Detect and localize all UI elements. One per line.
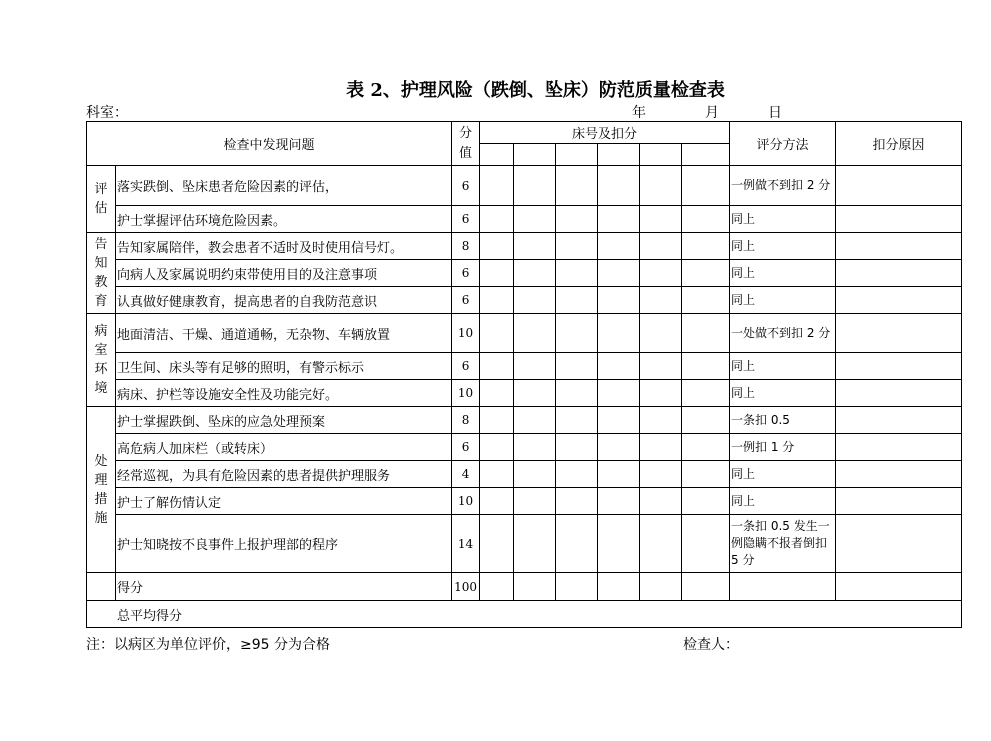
method-cell: 同上 <box>730 233 836 260</box>
table-row <box>87 515 962 573</box>
header-method: 评分方法 <box>730 122 836 166</box>
header-score <box>452 122 480 166</box>
total-score: 100 <box>452 573 480 601</box>
table-row <box>87 407 962 434</box>
month-label: 月 <box>705 105 719 121</box>
score-cell: 6 <box>452 353 480 380</box>
method-cell: 同上 <box>730 287 836 314</box>
issue-cell: 高危病人加床栏（或转床） <box>116 434 452 461</box>
table-row <box>87 260 962 287</box>
table-row <box>87 233 962 260</box>
issue-cell: 护士了解伤情认定 <box>116 488 452 515</box>
score-cell: 6 <box>452 434 480 461</box>
issue-cell: 地面清洁、干燥、通道通畅，无杂物、车辆放置 <box>116 314 452 353</box>
page-title: 表 2、护理风险（跌倒、坠床）防范质量检查表 <box>346 80 725 101</box>
total-label: 得分 <box>116 573 452 601</box>
dept-label: 科室： <box>86 105 128 121</box>
table-row <box>87 353 962 380</box>
bed-header-cell <box>514 144 556 166</box>
method-cell: 一例扣 1 分 <box>730 434 836 461</box>
reason-cell <box>836 488 962 515</box>
reason-cell <box>836 407 962 434</box>
reason-cell <box>836 233 962 260</box>
issue-cell: 告知家属陪伴，教会患者不适时及时使用信号灯。 <box>116 233 452 260</box>
table-row <box>87 488 962 515</box>
method-cell: 一例做不到扣 2 分 <box>730 166 836 206</box>
inspection-table <box>86 121 962 628</box>
total-row <box>87 573 962 601</box>
table-row <box>87 287 962 314</box>
table-row <box>87 461 962 488</box>
method-cell: 一条扣 0.5 发生一例隐瞒不报者倒扣 5 分 <box>730 515 836 573</box>
reason-cell <box>836 314 962 353</box>
bed-header-cell <box>556 144 598 166</box>
category-cell: 处理措施 <box>87 407 116 573</box>
reason-cell <box>836 206 962 233</box>
issue-cell: 病床、护栏等设施安全性及功能完好。 <box>116 380 452 407</box>
method-cell: 同上 <box>730 461 836 488</box>
score-cell: 14 <box>452 515 480 573</box>
header-score-top: 分 <box>459 125 473 141</box>
header-score-bottom: 值 <box>459 145 473 161</box>
header-bed: 床号及扣分 <box>480 122 730 144</box>
table-row <box>87 314 962 353</box>
issue-cell: 护士掌握评估环境危险因素。 <box>116 206 452 233</box>
issue-cell: 向病人及家属说明约束带使用目的及注意事项 <box>116 260 452 287</box>
bed-header-cell <box>480 144 514 166</box>
issue-cell: 护士掌握跌倒、坠床的应急处理预案 <box>116 407 452 434</box>
issue-cell: 落实跌倒、坠床患者危险因素的评估， <box>116 166 452 206</box>
bed-header-cell <box>640 144 682 166</box>
table-row <box>87 434 962 461</box>
table-row <box>87 166 962 206</box>
method-cell: 同上 <box>730 353 836 380</box>
score-cell: 6 <box>452 260 480 287</box>
average-row <box>87 601 962 628</box>
method-cell: 同上 <box>730 488 836 515</box>
score-cell: 8 <box>452 233 480 260</box>
score-cell: 10 <box>452 380 480 407</box>
footnote: 注：以病区为单位评价，≥95 分为合格 <box>86 637 330 653</box>
method-cell: 同上 <box>730 206 836 233</box>
inspector-label: 检查人： <box>683 637 739 653</box>
method-cell: 同上 <box>730 260 836 287</box>
score-cell: 10 <box>452 314 480 353</box>
reason-cell <box>836 260 962 287</box>
method-cell: 一条扣 0.5 <box>730 407 836 434</box>
reason-cell <box>836 380 962 407</box>
category-cell: 病室环境 <box>87 314 116 407</box>
method-cell: 同上 <box>730 380 836 407</box>
category-cell: 告知教育 <box>87 233 116 314</box>
issue-cell: 认真做好健康教育，提高患者的自我防范意识 <box>116 287 452 314</box>
score-cell: 6 <box>452 287 480 314</box>
header-issue: 检查中发现问题 <box>87 122 452 166</box>
reason-cell <box>836 353 962 380</box>
average-label: 总平均得分 <box>117 608 183 624</box>
reason-cell <box>836 287 962 314</box>
bed-header-cell <box>598 144 640 166</box>
score-cell: 6 <box>452 166 480 206</box>
method-cell: 一处做不到扣 2 分 <box>730 314 836 353</box>
day-label: 日 <box>768 105 782 121</box>
score-cell: 4 <box>452 461 480 488</box>
table-row <box>87 380 962 407</box>
issue-cell: 经常巡视，为具有危险因素的患者提供护理服务 <box>116 461 452 488</box>
issue-cell: 卫生间、床头等有足够的照明，有警示标示 <box>116 353 452 380</box>
score-cell: 8 <box>452 407 480 434</box>
category-cell: 评估 <box>87 166 116 233</box>
issue-cell: 护士知晓按不良事件上报护理部的程序 <box>116 515 452 573</box>
reason-cell <box>836 461 962 488</box>
reason-cell <box>836 515 962 573</box>
score-cell: 10 <box>452 488 480 515</box>
header-reason: 扣分原因 <box>836 122 962 166</box>
reason-cell <box>836 166 962 206</box>
score-cell: 6 <box>452 206 480 233</box>
bed-header-cell <box>682 144 730 166</box>
year-label: 年 <box>632 105 646 121</box>
table-row <box>87 206 962 233</box>
reason-cell <box>836 434 962 461</box>
